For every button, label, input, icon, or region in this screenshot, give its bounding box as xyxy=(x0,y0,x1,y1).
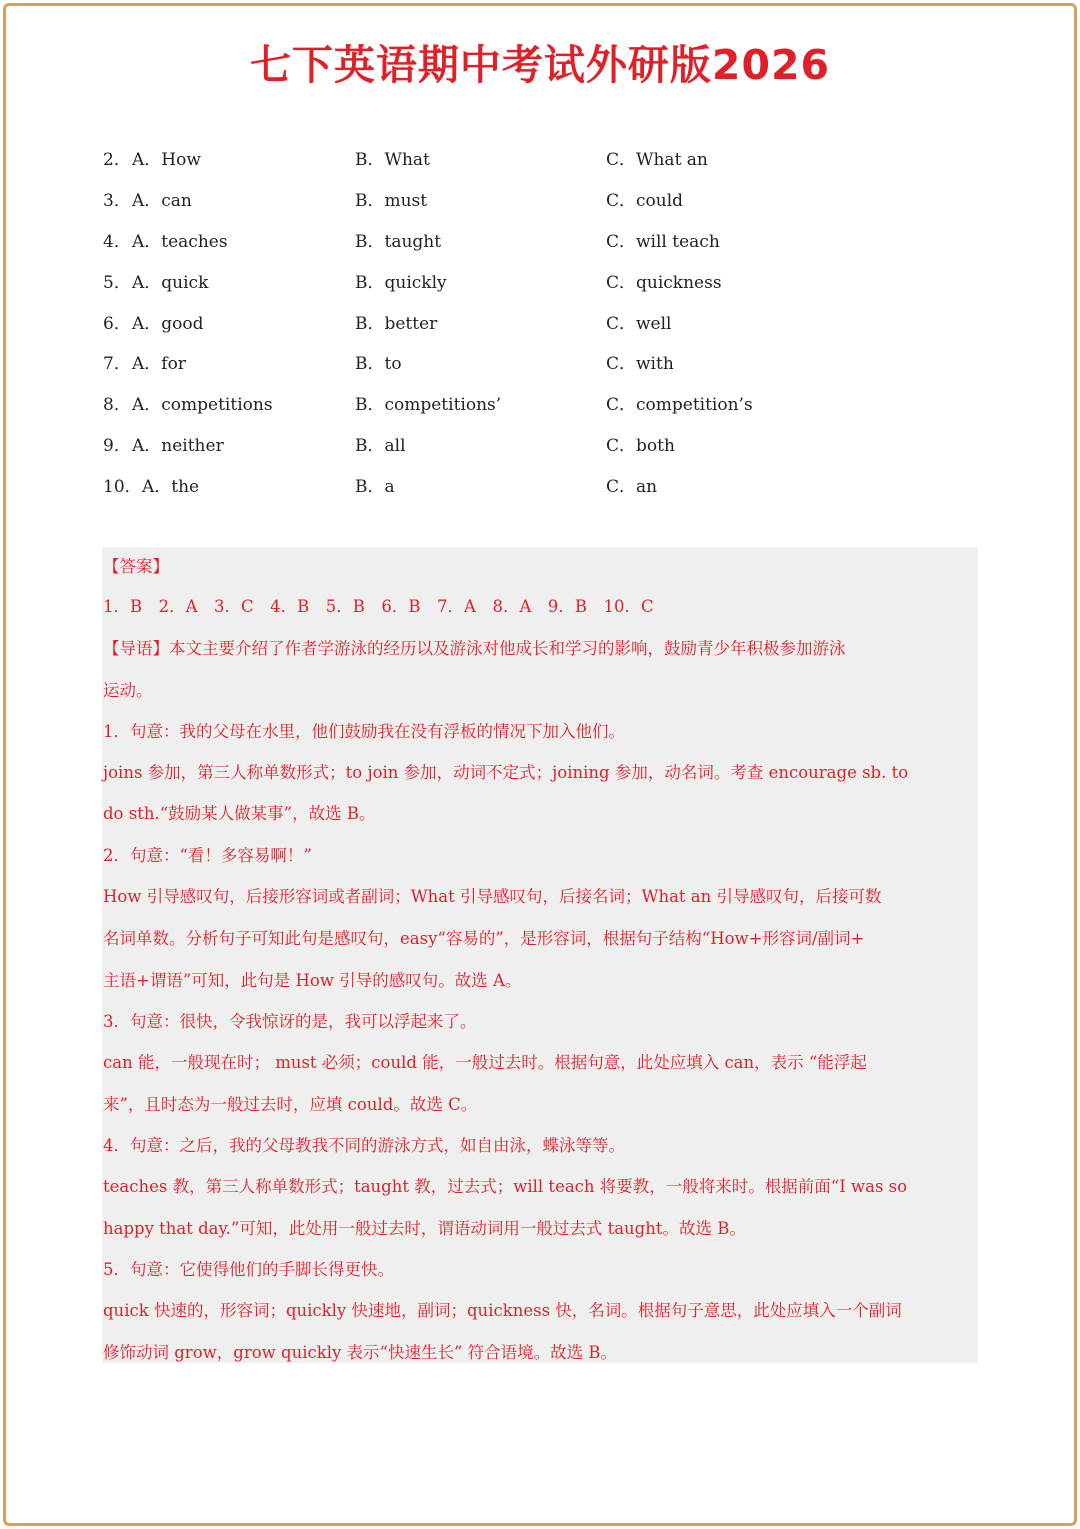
option-c: C．will teach xyxy=(606,232,720,252)
option-a: A．teaches xyxy=(132,232,228,252)
option-c: C．well xyxy=(606,314,672,334)
question-number: 4． xyxy=(103,232,131,252)
option-b: B．a xyxy=(355,477,395,497)
answer-line: 来”，且时态为一般过去时，应填 could。故选 C。 xyxy=(103,1095,478,1114)
option-a: A．can xyxy=(132,191,192,211)
answer-line: 3．句意：很快，令我惊讶的是，我可以浮起来了。 xyxy=(103,1012,477,1031)
option-c: C．quickness xyxy=(606,273,722,293)
question-number: 10． xyxy=(103,477,142,497)
answer-line: can 能，一般现在时； must 必须；could 能，一般过去时。根据句意，此处应填入 can，表示 “能浮起 xyxy=(103,1053,867,1072)
option-b: B．quickly xyxy=(355,273,447,293)
option-a: A．neither xyxy=(132,436,224,456)
option-a: A．How xyxy=(132,150,201,170)
answer-line: 运动。 xyxy=(103,681,153,700)
question-number: 7． xyxy=(103,354,131,374)
answer-line: 4．句意：之后，我的父母教我不同的游泳方式，如自由泳，蝶泳等等。 xyxy=(103,1136,625,1155)
option-b: B．to xyxy=(355,354,402,374)
question-number: 8． xyxy=(103,395,131,415)
option-a: A．competitions xyxy=(132,395,273,415)
option-a: A．good xyxy=(132,314,204,334)
answer-line: 1．句意：我的父母在水里，他们鼓励我在没有浮板的情况下加入他们。 xyxy=(103,722,625,741)
option-c: C．both xyxy=(606,436,675,456)
option-b: B．must xyxy=(355,191,428,211)
page-title: 七下英语期中考试外研版2026 xyxy=(249,41,831,89)
answer-line: 5．句意：它使得他们的手脚长得更快。 xyxy=(103,1260,394,1279)
option-c: C．with xyxy=(606,354,674,374)
option-a: A．quick xyxy=(132,273,209,293)
option-b: B．taught xyxy=(355,232,442,252)
answer-line: 主语+谓语”可知，此句是 How 引导的感叹句。故选 A。 xyxy=(103,971,522,990)
option-c: C．could xyxy=(606,191,684,211)
option-a: A．the xyxy=(142,477,200,497)
answer-heading: 【答案】 xyxy=(103,557,169,576)
option-a: A．for xyxy=(132,354,186,374)
question-number: 2． xyxy=(103,150,131,170)
answer-keys: 1．B 2．A 3．C 4．B 5．B 6．B 7．A 8．A 9．B 10．C xyxy=(103,597,654,616)
answer-line: 修饰动词 grow，grow quickly 表示“快速生长” 符合语境。故选 B。 xyxy=(103,1343,618,1362)
answer-line: How 引导感叹句，后接形容词或者副词；What 引导感叹句，后接名词；What an 引导感叹句，后接可数 xyxy=(103,887,882,906)
option-b: B．competitions’ xyxy=(355,395,502,415)
option-b: B．What xyxy=(355,150,430,170)
option-b: B．all xyxy=(355,436,406,456)
option-b: B．better xyxy=(355,314,438,334)
answer-line: quick 快速的，形容词；quickly 快速地，副词；quickness 快，名词。根据句子意思，此处应填入一个副词 xyxy=(103,1301,902,1320)
answer-line: 名词单数。分析句子可知此句是感叹句，easy“容易的”，是形容词，根据句子结构“How+形容词/副词+ xyxy=(103,929,865,948)
option-c: C．competition’s xyxy=(606,395,753,415)
answer-line: joins 参加，第三人称单数形式；to join 参加，动词不定式；joining 参加，动名词。考查 encourage sb. to xyxy=(103,763,909,782)
question-number: 6． xyxy=(103,314,131,334)
answer-line: do sth.“鼓励某人做某事”，故选 B。 xyxy=(103,804,376,823)
answer-line: 2．句意：“看！多容易啊！” xyxy=(103,846,312,865)
option-c: C．What an xyxy=(606,150,708,170)
option-c: C．an xyxy=(606,477,658,497)
question-number: 9． xyxy=(103,436,131,456)
question-number: 5． xyxy=(103,273,131,293)
answer-line: teaches 教，第三人称单数形式；taught 教，过去式；will teach 将要教，一般将来时。根据前面“I was so xyxy=(103,1177,908,1196)
answer-line: happy that day.”可知，此处用一般过去时，谓语动词用一般过去式 taught。故选 B。 xyxy=(103,1219,746,1238)
question-number: 3． xyxy=(103,191,131,211)
answer-line: 【导语】本文主要介绍了作者学游泳的经历以及游泳对他成长和学习的影响，鼓励青少年积极参加游泳 xyxy=(103,639,846,658)
